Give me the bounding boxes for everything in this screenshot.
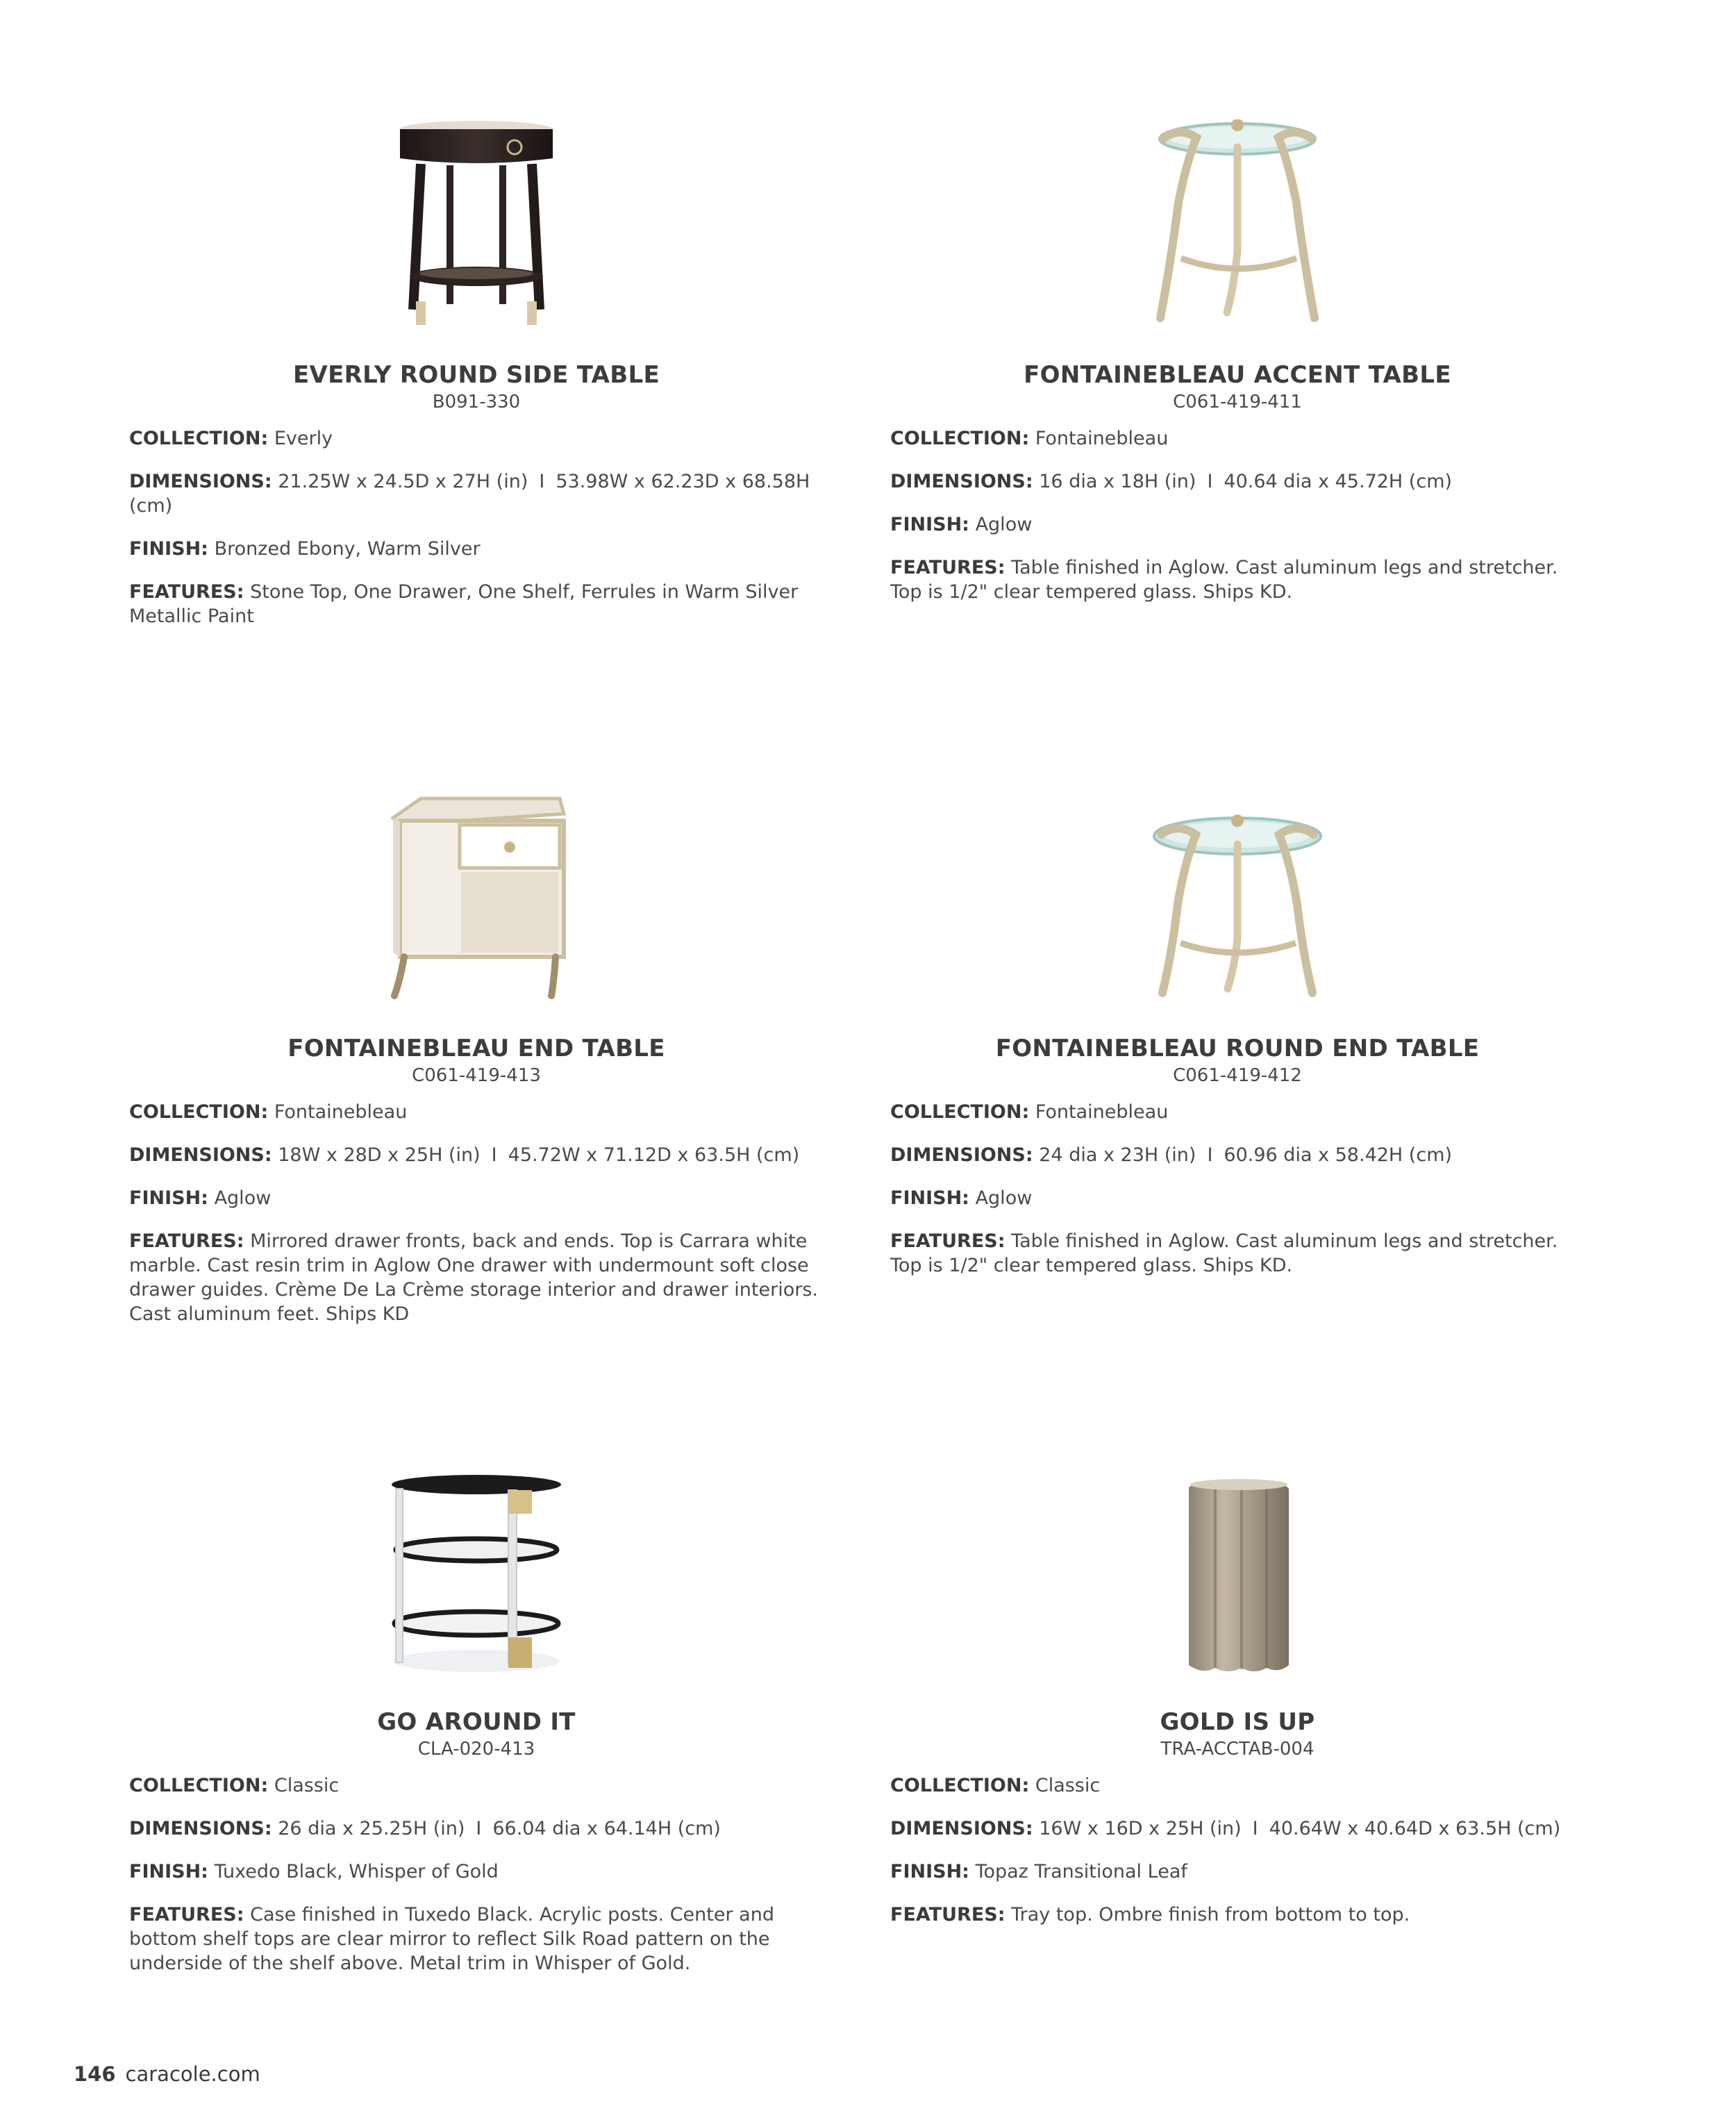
dimensions-label: DIMENSIONS:	[129, 1144, 272, 1166]
collection-value: Everly	[274, 428, 333, 449]
collection-label: COLLECTION:	[129, 1101, 269, 1123]
dimensions-inches: 24 dia x 23H (in)	[1039, 1144, 1196, 1166]
collection-label: COLLECTION:	[129, 1775, 269, 1796]
collection-row	[129, 1773, 824, 1798]
dimensions-centimeters: 45.72W x 71.12D x 63.5H (cm)	[508, 1144, 800, 1166]
collection-value: Classic	[274, 1775, 340, 1796]
finish-label: FINISH:	[129, 538, 208, 560]
features-row	[890, 1903, 1585, 1927]
features-row	[890, 1229, 1585, 1278]
fluted-pedestal-table-illustration	[1175, 1473, 1300, 1675]
product-image	[1022, 793, 1453, 1001]
dimension-separator: I	[1207, 471, 1213, 492]
dimensions-inches: 18W x 28D x 25H (in)	[278, 1144, 481, 1166]
dimensions-centimeters: 53.98W x 62.23D x 68.58H (cm)	[129, 471, 810, 517]
features-label: FEATURES:	[890, 557, 1005, 578]
collection-label: COLLECTION:	[129, 428, 269, 449]
features-row	[890, 555, 1585, 604]
finish-label: FINISH:	[890, 514, 969, 535]
glass-top-accent-table-illustration	[1151, 119, 1324, 328]
dimensions-inches: 16 dia x 18H (in)	[1039, 471, 1196, 492]
features-label: FEATURES:	[129, 581, 244, 603]
page-number: 146	[74, 2062, 116, 2086]
product-sku: C061-419-412	[1173, 1065, 1302, 1086]
dimension-separator: I	[1207, 1144, 1213, 1166]
finish-value: Aglow	[975, 1187, 1033, 1209]
finish-row	[890, 512, 1585, 537]
collection-value: Fontainebleau	[1035, 428, 1169, 449]
finish-value: Aglow	[975, 514, 1033, 535]
features-label: FEATURES:	[129, 1904, 244, 1925]
finish-label: FINISH:	[890, 1861, 969, 1882]
round-side-table-illustration	[397, 119, 556, 328]
product-image	[261, 119, 692, 328]
finish-row	[890, 1186, 1585, 1210]
features-value: Tray top. Ombre finish from bottom to top.	[1011, 1904, 1410, 1925]
product-specs	[890, 1773, 1585, 1946]
dimensions-row	[890, 1143, 1585, 1167]
features-label: FEATURES:	[129, 1230, 244, 1252]
three-tier-round-table-illustration	[386, 1473, 567, 1675]
collection-value: Classic	[1035, 1775, 1101, 1796]
product-title: FONTAINEBLEAU END TABLE	[287, 1035, 665, 1062]
dimensions-label: DIMENSIONS:	[129, 1818, 272, 1839]
dimensions-row	[129, 1816, 824, 1841]
product-image	[261, 1467, 692, 1675]
product-specs	[890, 426, 1585, 623]
collection-value: Fontainebleau	[1035, 1101, 1169, 1123]
dimensions-centimeters: 60.96 dia x 58.42H (cm)	[1224, 1144, 1453, 1166]
features-value: Table finished in Aglow. Cast aluminum legs and stretcher. Top is 1/2" clear tempered glass. Ships KD.	[890, 557, 1558, 603]
product-image	[1022, 1467, 1453, 1675]
glass-top-round-end-table-illustration	[1147, 814, 1328, 1001]
end-table-with-drawer-illustration	[379, 793, 574, 1001]
product-title: EVERLY ROUND SIDE TABLE	[293, 361, 660, 389]
dimensions-label: DIMENSIONS:	[890, 1818, 1033, 1839]
finish-row	[129, 537, 824, 561]
features-value: Case finished in Tuxedo Black. Acrylic posts. Center and bottom shelf tops are clear mirror to reflect Silk Road pattern on the underside of the shelf above. Metal trim in Whisper of Gold.	[129, 1904, 774, 1974]
dimensions-inches: 21.25W x 24.5D x 27H (in)	[278, 471, 528, 492]
features-value: Stone Top, One Drawer, One Shelf, Ferrules in Warm Silver Metallic Paint	[129, 581, 799, 627]
dimensions-centimeters: 66.04 dia x 64.14H (cm)	[492, 1818, 721, 1839]
product-specs	[129, 426, 824, 647]
features-row	[129, 1903, 824, 1975]
finish-value: Aglow	[214, 1187, 272, 1209]
product-specs	[129, 1773, 824, 1994]
finish-label: FINISH:	[129, 1187, 208, 1209]
finish-row	[890, 1860, 1585, 1884]
collection-row	[129, 426, 824, 451]
collection-row	[890, 1773, 1585, 1798]
finish-label: FINISH:	[890, 1187, 969, 1209]
dimension-separator: I	[1252, 1818, 1258, 1839]
product-title: GO AROUND IT	[377, 1708, 576, 1736]
dimensions-label: DIMENSIONS:	[890, 471, 1033, 492]
product-sku: C061-419-411	[1173, 392, 1302, 412]
finish-label: FINISH:	[129, 1861, 208, 1882]
collection-label: COLLECTION:	[890, 1775, 1030, 1796]
product-image	[261, 793, 692, 1001]
collection-value: Fontainebleau	[274, 1101, 408, 1123]
collection-label: COLLECTION:	[890, 1101, 1030, 1123]
dimensions-centimeters: 40.64 dia x 45.72H (cm)	[1224, 471, 1453, 492]
dimensions-row	[890, 469, 1585, 494]
dimension-separator: I	[491, 1144, 497, 1166]
product-image	[1022, 119, 1453, 328]
features-label: FEATURES:	[890, 1904, 1005, 1925]
collection-row	[890, 426, 1585, 451]
product-specs	[129, 1100, 824, 1345]
features-row	[129, 1229, 824, 1326]
dimensions-row	[129, 469, 824, 518]
product-title: FONTAINEBLEAU ROUND END TABLE	[995, 1035, 1480, 1062]
dimension-separator: I	[539, 471, 545, 492]
dimensions-inches: 26 dia x 25.25H (in)	[278, 1818, 465, 1839]
dimensions-centimeters: 40.64W x 40.64D x 63.5H (cm)	[1269, 1818, 1561, 1839]
product-title: GOLD IS UP	[1160, 1708, 1315, 1736]
collection-label: COLLECTION:	[890, 428, 1030, 449]
product-specs	[890, 1100, 1585, 1296]
page-footer	[74, 2062, 260, 2086]
collection-row	[129, 1100, 824, 1124]
features-value: Mirrored drawer fronts, back and ends. Top is Carrara white marble. Cast resin trim in Aglow One drawer with undermount soft close drawer guides. Crème De La Crème storage interior and drawer interiors. Cast aluminum feet. Ships KD	[129, 1230, 818, 1325]
finish-row	[129, 1186, 824, 1210]
product-sku: CLA-020-413	[417, 1739, 535, 1760]
finish-value: Topaz Transitional Leaf	[975, 1861, 1187, 1882]
product-sku: B091-330	[432, 392, 521, 412]
features-value: Table finished in Aglow. Cast aluminum legs and stretcher. Top is 1/2" clear tempered glass. Ships KD.	[890, 1230, 1558, 1276]
product-sku: TRA-ACCTAB-004	[1160, 1739, 1314, 1760]
finish-row	[129, 1860, 824, 1884]
dimensions-inches: 16W x 16D x 25H (in)	[1039, 1818, 1242, 1839]
product-sku: C061-419-413	[412, 1065, 541, 1086]
website-link[interactable]: caracole.com	[125, 2062, 260, 2086]
finish-value: Tuxedo Black, Whisper of Gold	[214, 1861, 499, 1882]
dimensions-label: DIMENSIONS:	[890, 1144, 1033, 1166]
product-title: FONTAINEBLEAU ACCENT TABLE	[1024, 361, 1451, 389]
finish-value: Bronzed Ebony, Warm Silver	[214, 538, 481, 560]
dimensions-row	[129, 1143, 824, 1167]
dimension-separator: I	[476, 1818, 482, 1839]
features-label: FEATURES:	[890, 1230, 1005, 1252]
collection-row	[890, 1100, 1585, 1124]
features-row	[129, 580, 824, 628]
dimensions-label: DIMENSIONS:	[129, 471, 272, 492]
dimensions-row	[890, 1816, 1585, 1841]
